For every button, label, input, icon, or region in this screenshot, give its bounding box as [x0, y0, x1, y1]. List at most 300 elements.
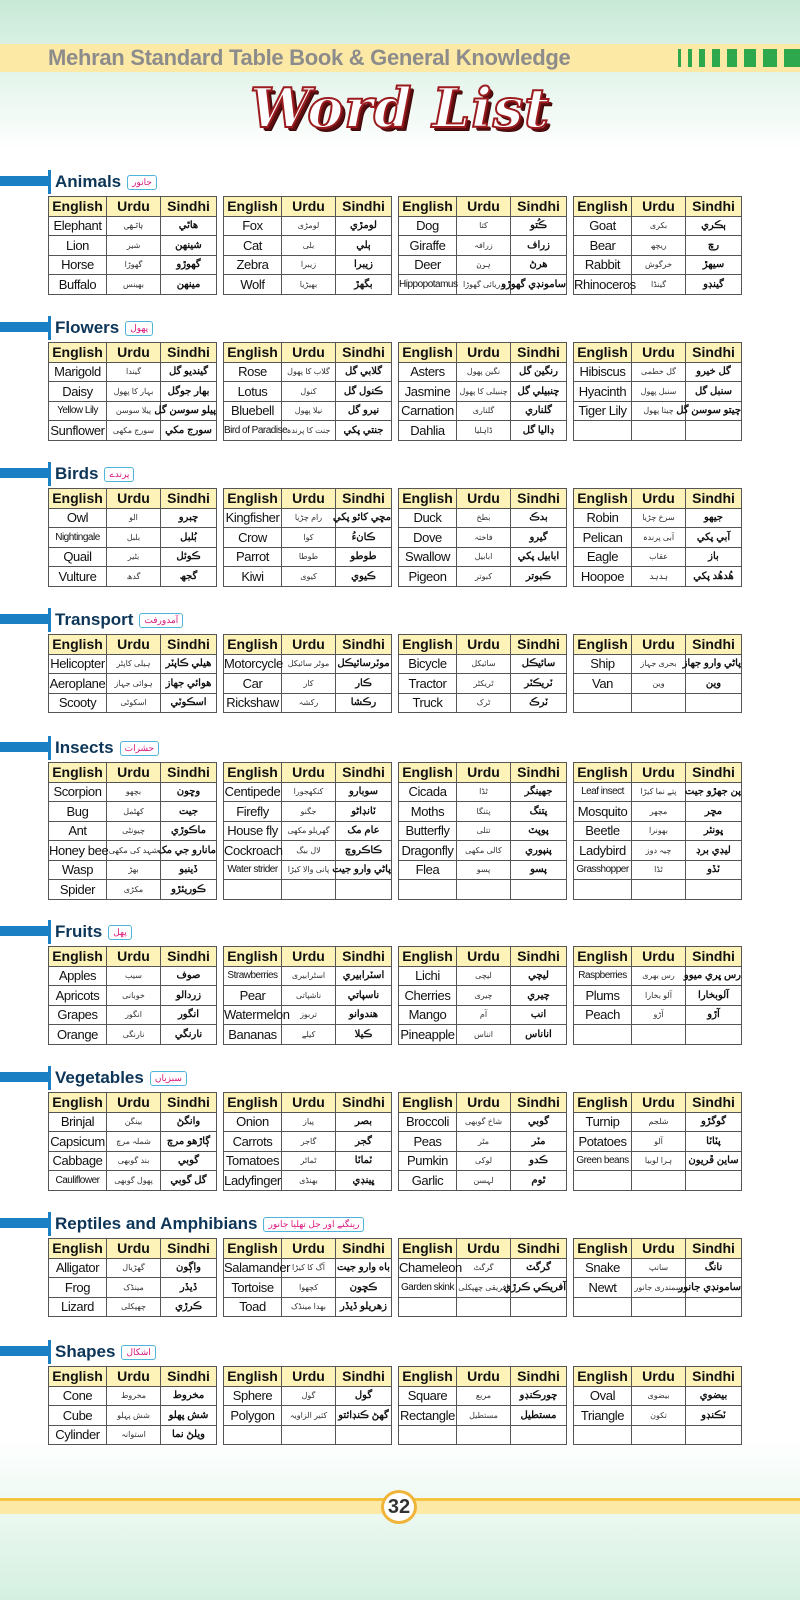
table-row [224, 216, 392, 236]
column-header: Urdu [107, 343, 161, 363]
table-row [49, 782, 217, 802]
column-header: English [574, 197, 632, 217]
sindhi-word: گينڊو [686, 275, 742, 295]
english-word: Toad [224, 1297, 282, 1317]
table-row [49, 693, 217, 713]
word-table [48, 762, 217, 900]
urdu-word: زرافہ [457, 236, 511, 256]
section-label [48, 462, 138, 486]
english-word: Truck [399, 693, 457, 713]
sindhi-word [336, 880, 392, 900]
column-header: Sindhi [161, 1239, 217, 1259]
sindhi-word [686, 1297, 742, 1317]
urdu-word: آلو بخارا [632, 986, 686, 1006]
sindhi-word: نيرو گل [336, 401, 392, 421]
section-label [48, 316, 157, 340]
section-tables [48, 488, 742, 587]
table-header-row [49, 1367, 217, 1387]
english-word: Pigeon [399, 567, 457, 587]
sindhi-word: مينهن [161, 275, 217, 295]
urdu-word: ہاتھی [107, 216, 161, 236]
sindhi-word: رنگين گل [511, 362, 567, 382]
column-header: Sindhi [161, 1093, 217, 1113]
section-header [0, 608, 800, 634]
table-row [224, 802, 392, 822]
table-row [399, 547, 567, 567]
english-word: Rickshaw [224, 693, 282, 713]
english-word: Sphere [224, 1386, 282, 1406]
table-row [399, 821, 567, 841]
table-header-row [224, 1093, 392, 1113]
table-header-row [224, 197, 392, 217]
urdu-word [632, 693, 686, 713]
table-header-row [399, 197, 567, 217]
english-word [574, 1297, 632, 1317]
english-word: Tortoise [224, 1278, 282, 1298]
english-word: Peas [399, 1132, 457, 1152]
section-flowers [0, 316, 800, 438]
table-row [224, 860, 392, 880]
section-label [48, 920, 136, 944]
urdu-word: بکری [632, 216, 686, 236]
sindhi-word: سوبارو [336, 782, 392, 802]
urdu-word: سنبل پھول [632, 382, 686, 402]
table-row [49, 1297, 217, 1317]
word-table [398, 196, 567, 295]
urdu-word [282, 1425, 336, 1445]
english-word: Cabbage [49, 1151, 107, 1171]
table-row [399, 966, 567, 986]
sindhi-word: ٿوم [511, 1171, 567, 1191]
urdu-word: کبوتر [457, 567, 511, 587]
table-row [399, 802, 567, 822]
table-row [399, 1406, 567, 1426]
urdu-word: وین [632, 674, 686, 694]
column-header: English [224, 1093, 282, 1113]
urdu-word: بھنڈی [282, 1171, 336, 1191]
word-table [48, 196, 217, 295]
urdu-word: گلناری [457, 401, 511, 421]
table-row [399, 1386, 567, 1406]
table-row [574, 841, 742, 861]
urdu-word: بھونرا [632, 821, 686, 841]
english-word: Lotus [224, 382, 282, 402]
table-row [224, 236, 392, 256]
column-header: Sindhi [336, 1239, 392, 1259]
column-header: Sindhi [336, 197, 392, 217]
sindhi-word: ڊاليا گل [511, 421, 567, 441]
english-word: Hyacinth [574, 382, 632, 402]
column-header: Urdu [107, 763, 161, 783]
column-header: Urdu [457, 489, 511, 509]
table-header-row [224, 489, 392, 509]
column-header: Urdu [107, 1093, 161, 1113]
word-table [573, 342, 742, 441]
urdu-word [632, 880, 686, 900]
english-word: Dove [399, 528, 457, 548]
english-word: Raspberries [574, 966, 632, 986]
column-header: English [224, 1239, 282, 1259]
word-table [223, 1366, 392, 1445]
english-word: Rabbit [574, 255, 632, 275]
english-word: Garlic [399, 1171, 457, 1191]
table-row [574, 1132, 742, 1152]
table-header-row [574, 1093, 742, 1113]
word-table [223, 488, 392, 587]
sindhi-word: ساين ڦريون [686, 1151, 742, 1171]
sindhi-word: سامونڊي جانور [686, 1278, 742, 1298]
table-row [224, 1297, 392, 1317]
column-header: English [49, 489, 107, 509]
sindhi-word: ڀينڊي [336, 1171, 392, 1191]
sindhi-word: گيرو [511, 528, 567, 548]
table-row [574, 1025, 742, 1045]
section-tables [48, 1366, 742, 1445]
section-header [0, 736, 800, 762]
word-table [223, 634, 392, 713]
section-header [0, 920, 800, 946]
column-header: Urdu [282, 763, 336, 783]
column-header: Sindhi [336, 1093, 392, 1113]
sindhi-word: ڪوريئڙو [161, 880, 217, 900]
sindhi-word: ڪانءُ [336, 528, 392, 548]
table-row [399, 986, 567, 1006]
urdu-word: انگور [107, 1005, 161, 1025]
urdu-word: کتا [457, 216, 511, 236]
urdu-word: جگنو [282, 802, 336, 822]
urdu-word: گاجر [282, 1132, 336, 1152]
urdu-word: رکشہ [282, 693, 336, 713]
english-word: Zebra [224, 255, 282, 275]
table-row [224, 567, 392, 587]
sindhi-word: مستطيل [511, 1406, 567, 1426]
column-header: Urdu [107, 1367, 161, 1387]
table-header-row [574, 947, 742, 967]
urdu-word: کچھوا [282, 1278, 336, 1298]
sindhi-word: بدڪ [511, 508, 567, 528]
table-row [224, 1025, 392, 1045]
english-word: Crow [224, 528, 282, 548]
word-table [398, 634, 567, 713]
sindhi-word: پيلو سوسن گل [161, 401, 217, 421]
sindhi-word: نارنگي [161, 1025, 217, 1045]
english-word: Oval [574, 1386, 632, 1406]
english-word: Beetle [574, 821, 632, 841]
column-header: Urdu [632, 489, 686, 509]
section-title: Transport [55, 610, 134, 629]
english-word: Hibiscus [574, 362, 632, 382]
english-word: Garden skink [399, 1278, 457, 1298]
column-header: Urdu [282, 343, 336, 363]
table-row [224, 1005, 392, 1025]
section-title: Fruits [55, 922, 103, 941]
column-header: Sindhi [686, 197, 742, 217]
table-row [574, 1406, 742, 1426]
table-row [224, 841, 392, 861]
english-word: Firefly [224, 802, 282, 822]
urdu-word: ڈاہلیا [457, 421, 511, 441]
table-row [49, 547, 217, 567]
english-word: Bird of Paradise [224, 421, 282, 441]
sindhi-word: گرگٽ [511, 1258, 567, 1278]
sindhi-word: چيتو سوسن گل [686, 401, 742, 421]
sindhi-word: سامونڊي گهوڙو [511, 275, 567, 295]
word-table [223, 762, 392, 900]
column-header: Sindhi [511, 197, 567, 217]
urdu-word: شملہ مرچ [107, 1132, 161, 1152]
sindhi-word: گلابي گل [336, 362, 392, 382]
english-word: Snake [574, 1258, 632, 1278]
table-row [399, 382, 567, 402]
urdu-word: ہرا لوبیا [632, 1151, 686, 1171]
word-table [48, 946, 217, 1045]
sindhi-word: هُدهُد پکي [686, 567, 742, 587]
sindhi-word: بصر [336, 1112, 392, 1132]
sindhi-word: چورڪنڊو [511, 1386, 567, 1406]
english-word: Ant [49, 821, 107, 841]
urdu-word: بند گوبھی [107, 1151, 161, 1171]
table-row [399, 654, 567, 674]
column-header: Urdu [282, 1093, 336, 1113]
column-header: English [574, 489, 632, 509]
table-row [574, 1258, 742, 1278]
sindhi-word: گجر [336, 1132, 392, 1152]
sindhi-word: پتنگ [511, 802, 567, 822]
section-title-urdu: پرندے [104, 467, 134, 482]
sindhi-word: ڪرڙي [161, 1297, 217, 1317]
urdu-word: مخروط [107, 1386, 161, 1406]
word-table [48, 1366, 217, 1445]
section-reptiles-and-amphibians [0, 1212, 800, 1315]
sindhi-word: ٽماٽا [336, 1151, 392, 1171]
table-row [224, 1132, 392, 1152]
column-header: English [224, 343, 282, 363]
section-header [0, 462, 800, 488]
table-row [399, 860, 567, 880]
column-header: Urdu [457, 1367, 511, 1387]
sindhi-word: آلوبخارا [686, 986, 742, 1006]
table-row [399, 275, 567, 295]
sindhi-word: سيهڙ [686, 255, 742, 275]
column-header: Urdu [457, 947, 511, 967]
sindhi-word: ڏيڏر [161, 1278, 217, 1298]
english-word: Tractor [399, 674, 457, 694]
table-row [224, 986, 392, 1006]
table-row [224, 547, 392, 567]
english-word [574, 880, 632, 900]
urdu-word: لال بیگ [282, 841, 336, 861]
column-header: Sindhi [511, 763, 567, 783]
english-word: Cat [224, 236, 282, 256]
column-header: English [49, 343, 107, 363]
sindhi-word: عام مک [336, 821, 392, 841]
word-table [223, 342, 392, 441]
sindhi-word: مڇي کائو پکي [336, 508, 392, 528]
urdu-word: سائیکل [457, 654, 511, 674]
column-header: Urdu [632, 1367, 686, 1387]
table-row [574, 1386, 742, 1406]
english-word: Ship [574, 654, 632, 674]
urdu-word: آلو [632, 1132, 686, 1152]
urdu-word: شاخ گوبھی [457, 1112, 511, 1132]
urdu-word: بچھو [107, 782, 161, 802]
sindhi-word: جنتي پکي [336, 421, 392, 441]
sindhi-word [686, 880, 742, 900]
table-row [574, 782, 742, 802]
english-word: Orange [49, 1025, 107, 1045]
column-header: Sindhi [686, 635, 742, 655]
column-header: English [224, 763, 282, 783]
table-row [49, 216, 217, 236]
sindhi-word: گل خيرو [686, 362, 742, 382]
table-row [49, 275, 217, 295]
urdu-word: بھدا مینڈک [282, 1297, 336, 1317]
sindhi-word: باه وارو جيت [336, 1258, 392, 1278]
table-row [49, 1005, 217, 1025]
table-row [49, 528, 217, 548]
urdu-word: لومڑی [282, 216, 336, 236]
urdu-word [632, 1171, 686, 1191]
column-header: Urdu [632, 635, 686, 655]
table-row [399, 567, 567, 587]
english-word: Wasp [49, 860, 107, 880]
table-row [224, 362, 392, 382]
sindhi-word: زردالو [161, 986, 217, 1006]
english-word: Bear [574, 236, 632, 256]
sindhi-word: شينهن [161, 236, 217, 256]
table-row [574, 1297, 742, 1317]
urdu-word: بھڑ [107, 860, 161, 880]
sindhi-word: هندوانو [336, 1005, 392, 1025]
urdu-word: تتلی [457, 821, 511, 841]
sindhi-word: گوگڙو [686, 1112, 742, 1132]
urdu-word: کنول [282, 382, 336, 402]
urdu-word: آبی پرندہ [632, 528, 686, 548]
section-title-urdu: پھول [125, 321, 153, 336]
english-word: Apples [49, 966, 107, 986]
sindhi-word: ڪاڪروچ [336, 841, 392, 861]
urdu-word: جنت کا پرندہ [282, 421, 336, 441]
section-tables [48, 1238, 742, 1317]
english-word: Strawberries [224, 966, 282, 986]
section-tables [48, 946, 742, 1045]
section-title: Birds [55, 464, 99, 483]
section-title-urdu: آمدورفت [139, 613, 183, 628]
sindhi-word: جيهو [686, 508, 742, 528]
table-row [399, 528, 567, 548]
urdu-word: خرگوش [632, 255, 686, 275]
table-row [224, 1425, 392, 1445]
sindhi-word: پٽاٽا [686, 1132, 742, 1152]
urdu-word: مربع [457, 1386, 511, 1406]
table-row [49, 508, 217, 528]
table-row [399, 1005, 567, 1025]
urdu-word: بیضوی [632, 1386, 686, 1406]
english-word: Asters [399, 362, 457, 382]
english-word [399, 1297, 457, 1317]
english-word: Swallow [399, 547, 457, 567]
section-label [48, 170, 161, 194]
sindhi-word: بيضوي [686, 1386, 742, 1406]
section-title: Vegetables [55, 1068, 144, 1087]
column-header: Sindhi [336, 1367, 392, 1387]
table-row [224, 693, 392, 713]
column-header: English [399, 1367, 457, 1387]
urdu-word: مستطیل [457, 1406, 511, 1426]
urdu-word: نگین پھول [457, 362, 511, 382]
section-title-urdu: اشکال [121, 1345, 155, 1360]
column-header: Urdu [282, 947, 336, 967]
table-row [49, 236, 217, 256]
section-title-urdu: سبزیاں [150, 1071, 187, 1086]
section-tables [48, 196, 742, 295]
column-header: Urdu [282, 489, 336, 509]
urdu-word: ریچھ [632, 236, 686, 256]
english-word: Plums [574, 986, 632, 1006]
column-header: English [574, 947, 632, 967]
table-row [399, 674, 567, 694]
english-word: Cicada [399, 782, 457, 802]
urdu-word: چیری [457, 986, 511, 1006]
urdu-word: بطخ [457, 508, 511, 528]
english-word: Apricots [49, 986, 107, 1006]
table-header-row [49, 763, 217, 783]
urdu-word: پتے نما کیڑا [632, 782, 686, 802]
sindhi-word: ڪار [336, 674, 392, 694]
english-word: Buffalo [49, 275, 107, 295]
english-word: Leaf insect [574, 782, 632, 802]
table-header-row [49, 489, 217, 509]
english-word: House fly [224, 821, 282, 841]
english-word: Honey bee [49, 841, 107, 861]
table-row [224, 528, 392, 548]
table-row [49, 401, 217, 421]
urdu-word: خوبانی [107, 986, 161, 1006]
table-row [574, 1005, 742, 1025]
english-word: Elephant [49, 216, 107, 236]
column-header: English [574, 1093, 632, 1113]
english-word: Jasmine [399, 382, 457, 402]
english-word: Van [574, 674, 632, 694]
english-word: Parrot [224, 547, 282, 567]
table-row [574, 802, 742, 822]
table-row [574, 508, 742, 528]
sindhi-word: سنبل گل [686, 382, 742, 402]
word-table [573, 196, 742, 295]
english-word: Scorpion [49, 782, 107, 802]
column-header: Sindhi [336, 947, 392, 967]
english-word: Alligator [49, 1258, 107, 1278]
column-header: Sindhi [161, 343, 217, 363]
english-word: Pumkin [399, 1151, 457, 1171]
english-word: Bicycle [399, 654, 457, 674]
sindhi-word: ڪيوي [336, 567, 392, 587]
word-table [398, 342, 567, 441]
sindhi-word: آفريڪي ڪرڙي [511, 1278, 567, 1298]
table-header-row [574, 489, 742, 509]
sindhi-word: نانگ [686, 1258, 742, 1278]
urdu-word: سیب [107, 966, 161, 986]
table-row [399, 1112, 567, 1132]
english-word [224, 1425, 282, 1445]
book-title: Mehran Standard Table Book & General Knowledge [48, 45, 571, 70]
table-row [399, 362, 567, 382]
urdu-word: بہار کا پھول [107, 382, 161, 402]
urdu-word [632, 1425, 686, 1445]
column-header: Urdu [457, 1239, 511, 1259]
word-table [398, 1092, 567, 1191]
english-word: Green beans [574, 1151, 632, 1171]
